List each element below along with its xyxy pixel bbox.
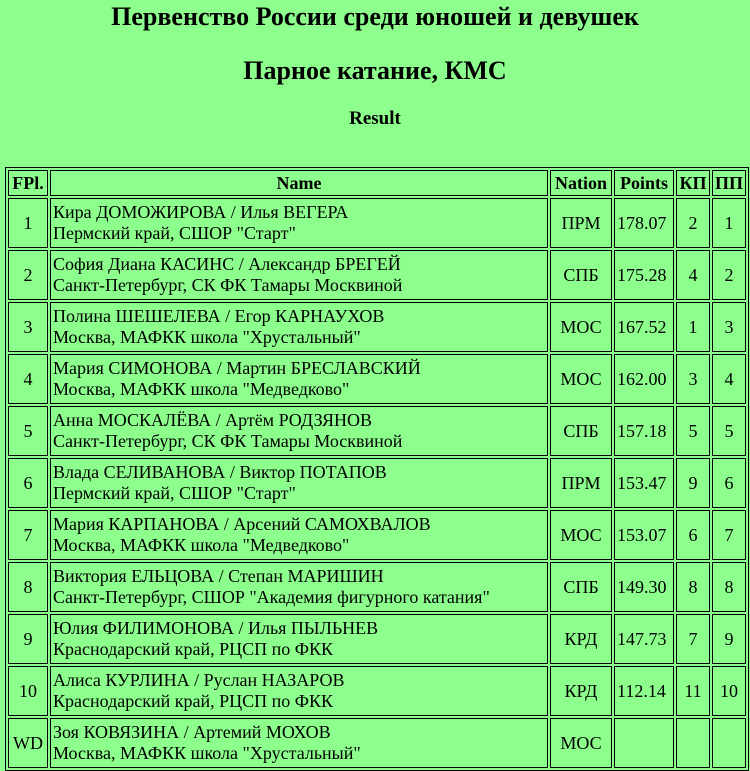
pair-names: Мария СИМОНОВА / Мартин БРЕСЛАВСКИЙ [53,358,421,378]
pair-names: Мария КАРПАНОВА / Арсений САМОХВАЛОВ [53,514,431,534]
header-row [8,170,746,196]
table-row [8,250,746,300]
cell-nation: МОС [550,302,612,352]
cell-name [50,302,548,352]
cell-points: 112.14 [614,666,674,716]
cell-points: 175.28 [614,250,674,300]
club-name: Москва, МАФКК школа "Медведково" [53,379,350,399]
cell-pp: 6 [712,458,746,508]
cell-nation: КРД [550,614,612,664]
cell-points: 147.73 [614,614,674,664]
page-subtitle: Парное катание, КМС [243,56,507,85]
cell-pp: 5 [712,406,746,456]
cell-name [50,250,548,300]
col-header-pp: ПП [712,170,746,196]
cell-nation: ПРМ [550,198,612,248]
cell-nation: СПБ [550,562,612,612]
pair-names: Юлия ФИЛИМОНОВА / Илья ПЫЛЬНЕВ [53,618,379,638]
cell-nation: СПБ [550,406,612,456]
cell-fpl: 3 [8,302,48,352]
cell-fpl: 9 [8,614,48,664]
cell-name [50,198,548,248]
cell-points: 157.18 [614,406,674,456]
cell-kp: 5 [676,406,710,456]
table-row [8,666,746,716]
cell-kp: 6 [676,510,710,560]
table-row [8,458,746,508]
table-row [8,614,746,664]
cell-points: 178.07 [614,198,674,248]
club-name: Москва, МАФКК школа "Медведково" [53,535,350,555]
col-header-fpl: FPl. [8,170,48,196]
pair-names: София Диана КАСИНС / Александр БРЕГЕЙ [53,254,401,274]
cell-kp: 11 [676,666,710,716]
cell-fpl: 7 [8,510,48,560]
cell-name [50,510,548,560]
results-table [5,167,749,771]
cell-fpl: 2 [8,250,48,300]
cell-pp: 4 [712,354,746,404]
club-name: Санкт-Петербург, СК ФК Тамары Москвиной [53,275,403,295]
table-row [8,354,746,404]
cell-pp: 7 [712,510,746,560]
table-row [8,198,746,248]
cell-points: 149.30 [614,562,674,612]
club-name: Санкт-Петербург, СШОР "Академия фигурного катания" [53,587,490,607]
cell-points [614,718,674,768]
cell-fpl: 6 [8,458,48,508]
cell-points: 162.00 [614,354,674,404]
cell-fpl: 4 [8,354,48,404]
pair-names: Анна МОСКАЛЁВА / Артём РОДЗЯНОВ [53,410,372,430]
pair-names: Кира ДОМОЖИРОВА / Илья ВЕГЕРА [53,202,349,222]
cell-kp [676,718,710,768]
cell-kp: 8 [676,562,710,612]
cell-name [50,406,548,456]
cell-pp: 9 [712,614,746,664]
cell-pp: 2 [712,250,746,300]
cell-name [50,458,548,508]
pair-names: Влада СЕЛИВАНОВА / Виктор ПОТАПОВ [53,462,387,482]
page [0,0,750,130]
pair-names: Полина ШЕШЕЛЕВА / Егор КАРНАУХОВ [53,306,385,326]
cell-points: 167.52 [614,302,674,352]
col-header-points: Points [614,170,674,196]
cell-kp: 4 [676,250,710,300]
cell-name [50,614,548,664]
club-name: Краснодарский край, РЦСП по ФКК [53,691,333,711]
cell-name [50,562,548,612]
cell-nation: СПБ [550,250,612,300]
table-row [8,718,746,768]
section-title: Result [349,108,401,129]
cell-name [50,354,548,404]
cell-name [50,718,548,768]
cell-points: 153.47 [614,458,674,508]
cell-points: 153.07 [614,510,674,560]
pair-names: Зоя КОВЯЗИНА / Артемий МОХОВ [53,722,331,742]
cell-fpl: WD [8,718,48,768]
pair-names: Алиса КУРЛИНА / Руслан НАЗАРОВ [53,670,345,690]
cell-nation: МОС [550,510,612,560]
cell-pp: 3 [712,302,746,352]
cell-nation: КРД [550,666,612,716]
cell-fpl: 8 [8,562,48,612]
table-row [8,562,746,612]
cell-pp: 8 [712,562,746,612]
cell-fpl: 5 [8,406,48,456]
club-name: Москва, МАФКК школа "Хрустальный" [53,327,361,347]
cell-kp: 7 [676,614,710,664]
cell-nation: ПРМ [550,458,612,508]
cell-pp: 10 [712,666,746,716]
cell-name [50,666,548,716]
club-name: Пермский край, СШОР "Старт" [53,483,296,503]
club-name: Санкт-Петербург, СК ФК Тамары Москвиной [53,431,403,451]
col-header-kp: КП [676,170,710,196]
table-row [8,406,746,456]
cell-kp: 2 [676,198,710,248]
cell-kp: 9 [676,458,710,508]
cell-pp [712,718,746,768]
col-header-nation: Nation [550,170,612,196]
cell-kp: 1 [676,302,710,352]
cell-nation: МОС [550,354,612,404]
table-row [8,510,746,560]
pair-names: Виктория ЕЛЬЦОВА / Степан МАРИШИН [53,566,384,586]
cell-nation: МОС [550,718,612,768]
club-name: Краснодарский край, РЦСП по ФКК [53,639,333,659]
cell-pp: 1 [712,198,746,248]
cell-fpl: 10 [8,666,48,716]
col-header-name: Name [50,170,548,196]
cell-fpl: 1 [8,198,48,248]
club-name: Пермский край, СШОР "Старт" [53,223,296,243]
page-title: Первенство России среди юношей и девушек [111,2,639,31]
table-row [8,302,746,352]
club-name: Москва, МАФКК школа "Хрустальный" [53,743,361,763]
cell-kp: 3 [676,354,710,404]
